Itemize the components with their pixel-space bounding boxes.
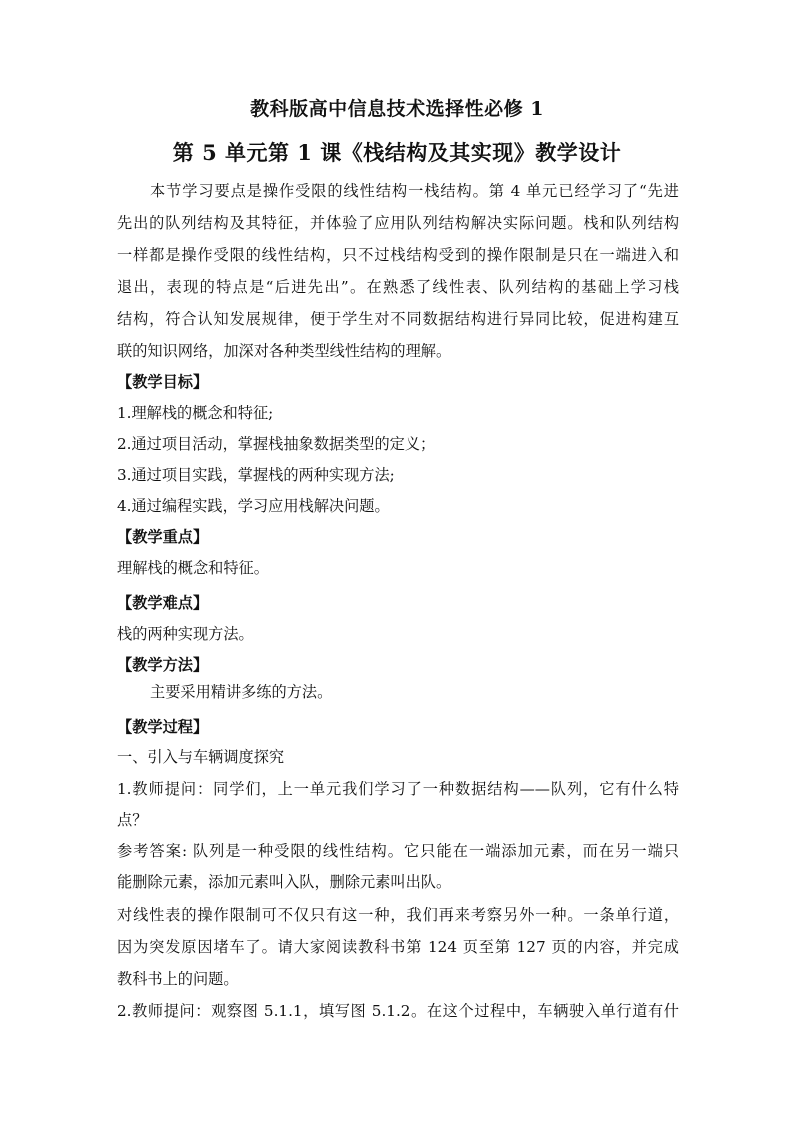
intro-paragraph-line: 先出的队列结构及其特征，并体验了应用队列结构解决实际问题。栈和队列结构	[117, 214, 679, 232]
teacher-question-line: 1.教师提问：同学们，上一单元我们学习了一种数据结构——队列，它有什么特	[117, 780, 679, 798]
document-title-line2: 第 5 单元第 1 课《栈结构及其实现》教学设计	[172, 140, 622, 165]
process-heading: 【教学过程】	[117, 718, 209, 736]
process-paragraph-line: 因为突发原因堵车了。请大家阅读教科书第 124 页至第 127 页的内容，并完成	[117, 938, 679, 956]
intro-paragraph-line: 一样都是操作受限的线性结构，只不过栈结构受到的操作限制是只在一端进入和	[117, 246, 679, 264]
intro-paragraph-line: 退出，表现的特点是“后进先出”。在熟悉了线性表、队列结构的基础上学习栈	[117, 278, 679, 296]
teacher-question-line: 点？	[117, 811, 148, 829]
objective-item: 1.理解栈的概念和特征;	[117, 404, 274, 422]
intro-paragraph-line: 结构，符合认知发展规律，便于学生对不同数据结构进行异同比较，促进构建互	[117, 310, 679, 328]
process-section-title: 一、引入与车辆调度探究	[117, 748, 285, 766]
document-title-line1: 教科版高中信息技术选择性必修 1	[250, 98, 544, 120]
objectives-heading: 【教学目标】	[117, 373, 209, 391]
objective-item: 4.通过编程实践，学习应用栈解决问题。	[117, 497, 390, 515]
difficulties-text: 栈的两种实现方法。	[117, 625, 254, 643]
difficulties-heading: 【教学难点】	[117, 594, 209, 612]
reference-answer-line: 能删除元素，添加元素叫入队，删除元素叫出队。	[117, 873, 452, 891]
process-paragraph-line: 教科书上的问题。	[117, 970, 239, 988]
teacher-question-line: 2.教师提问：观察图 5.1.1，填写图 5.1.2。在这个过程中，车辆驶入单行道有什	[117, 1002, 679, 1020]
intro-paragraph-line: 联的知识网络，加深对各种类型线性结构的理解。	[117, 342, 452, 360]
process-paragraph-line: 对线性表的操作限制可不仅只有这一种，我们再来考察另外一种。一条单行道，	[117, 906, 679, 924]
methods-text: 主要采用精讲多练的方法。	[150, 683, 333, 701]
reference-answer-line: 参考答案: 队列是一种受限的线性结构。它只能在一端添加元素，而在另一端只	[117, 842, 679, 860]
objective-item: 3.通过项目实践，掌握栈的两种实现方法;	[117, 466, 395, 484]
objective-item: 2.通过项目活动，掌握栈抽象数据类型的定义；	[117, 435, 436, 453]
key-points-text: 理解栈的概念和特征。	[117, 559, 269, 577]
intro-paragraph-line: 本节学习要点是操作受限的线性结构一栈结构。第 4 单元已经学习了“先进	[150, 182, 679, 200]
key-points-heading: 【教学重点】	[117, 528, 209, 546]
methods-heading: 【教学方法】	[117, 656, 209, 674]
